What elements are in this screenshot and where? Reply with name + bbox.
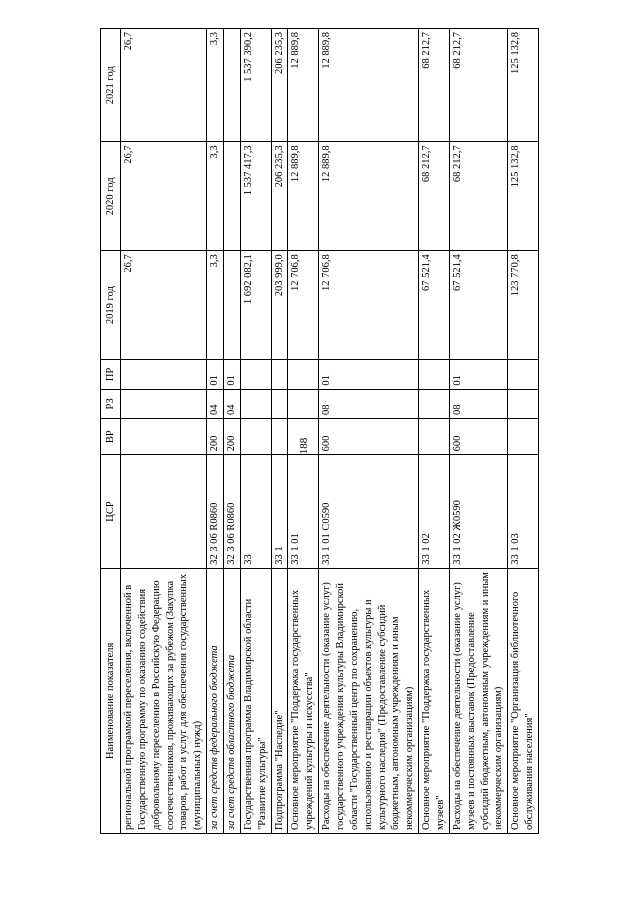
header-2019: 2019 год — [101, 251, 121, 360]
row-2021: 125 132,8 — [508, 29, 539, 142]
row-2020: 1 537 417,3 — [240, 142, 271, 251]
row-rz: 04 — [224, 389, 241, 418]
header-2021: 2021 год — [101, 29, 121, 142]
row-2019: 26,7 — [121, 251, 207, 360]
row-pr — [419, 360, 450, 389]
row-2019: 3,3 — [207, 251, 224, 360]
table-row — [449, 29, 507, 834]
row-pr — [271, 360, 288, 389]
row-csr: 32 3 06 R0860 — [207, 455, 224, 568]
header-2020: 2020 год — [101, 142, 121, 251]
table-row — [240, 29, 271, 834]
row-2019 — [224, 251, 241, 360]
row-csr: 33 1 02 — [419, 455, 450, 568]
header-row — [101, 29, 121, 834]
row-vr — [419, 419, 450, 455]
row-2021: 1 537 390,2 — [240, 29, 271, 142]
row-2021: 206 235,3 — [271, 29, 288, 142]
row-2019: 123 770,8 — [508, 251, 539, 360]
header-name: Наименование показателя — [101, 568, 121, 833]
row-vr: 200 — [207, 419, 224, 455]
table-row — [271, 29, 288, 834]
row-csr: 33 1 02 Ж0590 — [449, 455, 507, 568]
row-2020: 3,3 — [207, 142, 224, 251]
row-pr: 01 — [224, 360, 241, 389]
row-pr — [240, 360, 271, 389]
row-pr — [288, 360, 319, 389]
row-csr: 33 1 01 С0590 — [319, 455, 419, 568]
row-name: Государственная программа Владимирской области "Развитие культуры" — [240, 568, 271, 833]
row-pr: 01 — [207, 360, 224, 389]
row-vr: 600 — [449, 419, 507, 455]
row-pr: 01 — [449, 360, 507, 389]
row-2021: 3,3 — [207, 29, 224, 142]
row-pr — [121, 360, 207, 389]
row-rz: 08 — [449, 389, 507, 418]
row-2019: 12 706,8 — [319, 251, 419, 360]
row-name: за счет средств областного бюджета — [224, 568, 241, 833]
row-vr — [271, 419, 288, 455]
row-2019: 67 521,4 — [419, 251, 450, 360]
row-pr — [508, 360, 539, 389]
row-2020 — [224, 142, 241, 251]
row-csr: 33 — [240, 455, 271, 568]
row-2020: 26,7 — [121, 142, 207, 251]
row-csr: 33 1 — [271, 455, 288, 568]
table-row — [121, 29, 207, 834]
row-rz: 08 — [319, 389, 419, 418]
row-name: Подпрограмма "Наследие" — [271, 568, 288, 833]
row-rz — [419, 389, 450, 418]
row-2021: 68 212,7 — [449, 29, 507, 142]
header-vr: ВР — [101, 419, 121, 455]
row-name: за счет средств федерального бюджета — [207, 568, 224, 833]
row-2020: 12 889,8 — [319, 142, 419, 251]
table-row — [224, 29, 241, 834]
table-row — [419, 29, 450, 834]
row-2020: 68 212,7 — [449, 142, 507, 251]
row-name: Основное мероприятие "Поддержка государственных учреждений культуры и искусства" — [288, 568, 319, 833]
row-2021: 26,7 — [121, 29, 207, 142]
header-rz: РЗ — [101, 389, 121, 418]
row-rz — [288, 389, 319, 418]
row-vr — [121, 419, 207, 455]
row-name: региональной программой переселения, включенной в Государственную программу по оказанию содействия добровольному переселению в Российскую Федерацию соотечественников, проживающих за рубежом (Закупка товаров, работ и услуг для обеспечения государственных (муниципальных) нужд) — [121, 568, 207, 833]
row-2020: 206 235,3 — [271, 142, 288, 251]
table-row — [207, 29, 224, 834]
header-csr: ЦСР — [101, 455, 121, 568]
row-name: Расходы на обеспечение деятельности (оказание услуг) государственного учреждения культуры Владимирской области "Государственный центр по сохранению, использованию и реставрации объектов культуры и культурного наследия" (Предоставление субсидий бюджетным, автономным учреждениям и иным некоммерческим организациям) — [319, 568, 419, 833]
row-rz: 04 — [207, 389, 224, 418]
rotated-page-content — [100, 28, 600, 834]
row-rz — [240, 389, 271, 418]
table-row — [508, 29, 539, 834]
table-row — [319, 29, 419, 834]
row-csr: 33 1 01 — [288, 455, 319, 568]
row-2019: 12 706,8 — [288, 251, 319, 360]
row-pr: 01 — [319, 360, 419, 389]
row-2020: 125 132,8 — [508, 142, 539, 251]
row-vr — [240, 419, 271, 455]
row-vr — [508, 419, 539, 455]
row-rz — [271, 389, 288, 418]
row-rz — [121, 389, 207, 418]
row-2021: 68 212,7 — [419, 29, 450, 142]
row-vr: 200 — [224, 419, 241, 455]
row-2019: 67 521,4 — [449, 251, 507, 360]
header-pr: ПР — [101, 360, 121, 389]
row-2019: 203 999,0 — [271, 251, 288, 360]
page-number: 188 — [298, 437, 310, 455]
table-row — [288, 29, 319, 834]
row-2021: 12 889,8 — [319, 29, 419, 142]
row-csr: 33 1 03 — [508, 455, 539, 568]
row-name: Расходы на обеспечение деятельности (оказание услуг) музеев и постоянных выставок (Предоставление субсидий бюджетным, автономным учреждениям и иным некоммерческим организациям) — [449, 568, 507, 833]
row-csr: 32 3 06 R0860 — [224, 455, 241, 568]
row-2021: 12 889,8 — [288, 29, 319, 142]
row-vr: 600 — [319, 419, 419, 455]
row-2021 — [224, 29, 241, 142]
row-2020: 12 889,8 — [288, 142, 319, 251]
budget-table — [100, 28, 539, 834]
row-2019: 1 692 082,1 — [240, 251, 271, 360]
row-name: Основное мероприятие "Поддержка государственных музеев" — [419, 568, 450, 833]
row-2020: 68 212,7 — [419, 142, 450, 251]
row-rz — [508, 389, 539, 418]
row-name: Основное мероприятие "Организация библиотечного обслуживания населения" — [508, 568, 539, 833]
row-vr — [288, 419, 319, 455]
row-csr — [121, 455, 207, 568]
